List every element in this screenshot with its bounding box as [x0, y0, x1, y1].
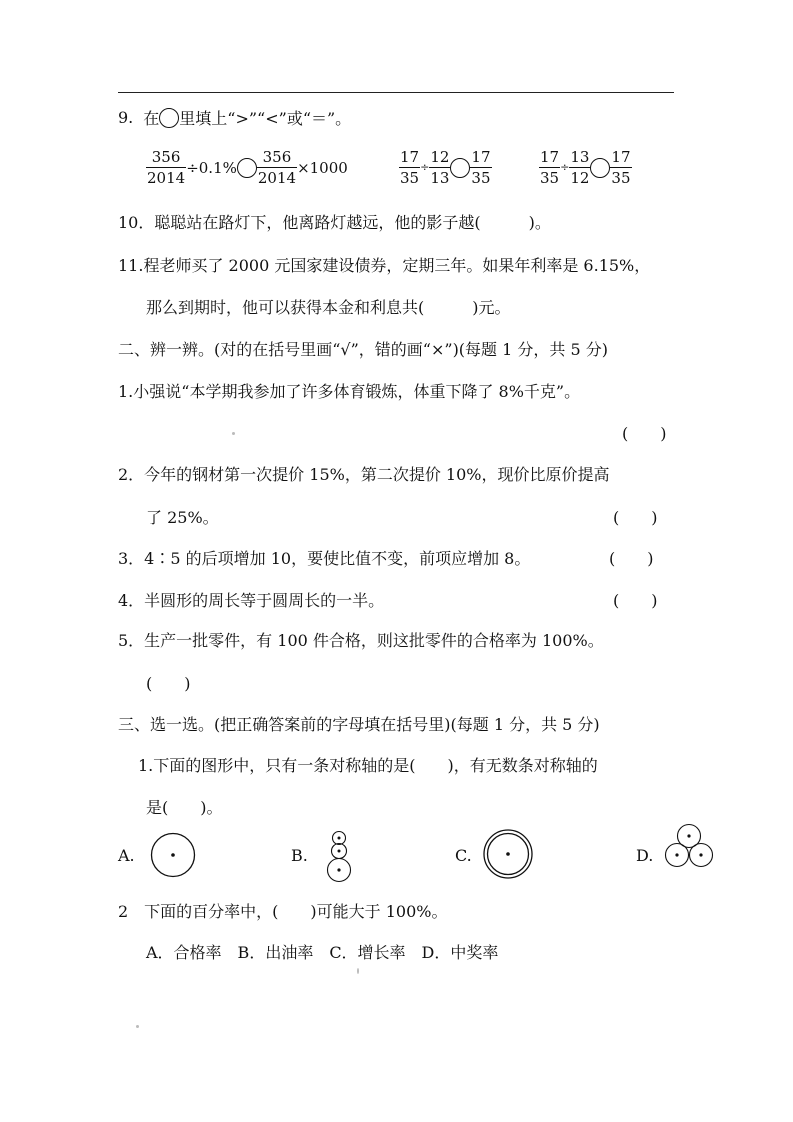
answer-paren[interactable]: ( )	[613, 508, 658, 527]
operator: ×1000	[297, 158, 348, 177]
q9-line	[118, 106, 351, 129]
q11-line-2: 那么到期时，他可以获得本金和利息共( )元。	[146, 298, 511, 317]
answer-paren[interactable]: ( )	[613, 591, 658, 610]
answer-paren[interactable]: ( )	[609, 549, 654, 568]
q9-expr-3[interactable]	[539, 147, 632, 188]
s2-item-1: 1.小强说“本学期我参加了许多体育锻炼，体重下降了 8%千克”。	[118, 382, 581, 401]
fraction: $\frac{17}{35}$	[611, 148, 631, 187]
answer-circle-icon[interactable]	[590, 158, 610, 178]
fraction: $\frac{12}{13}$	[430, 148, 450, 187]
q10: 10．聪聪站在路灯下，他离路灯越远，他的影子越( )。	[118, 213, 551, 232]
q9-label: 9.	[118, 108, 134, 127]
option-b-label[interactable]: B.	[291, 846, 308, 865]
s2-item-2-line-2: 了 25%。	[146, 508, 219, 527]
concentric-circles-figure-icon[interactable]	[483, 829, 533, 879]
operator: ÷	[560, 161, 570, 174]
s3-item-2: 2 下面的百分率中，( )可能大于 100%。	[118, 902, 448, 921]
scan-speck	[357, 968, 359, 974]
s3-item-1-line-1: 1.下面的图形中，只有一条对称轴的是( )，有无数条对称轴的	[138, 756, 598, 775]
q9-text-b: 里填上“>”“<”或“＝”。	[179, 109, 352, 128]
three-circles-figure-icon[interactable]	[664, 823, 714, 869]
fraction: $\frac{13}{12}$	[570, 148, 590, 187]
q9-expr-2[interactable]	[399, 147, 492, 188]
scan-speck	[232, 432, 235, 435]
stacked-circles-figure-icon[interactable]	[325, 828, 355, 884]
compare-circle-icon	[159, 108, 179, 128]
section-3-heading: 三、选一选。(把正确答案前的字母填在括号里)(每题 1 分，共 5 分)	[118, 715, 600, 734]
q9-expr-1[interactable]	[146, 147, 348, 188]
q9-text-a: 在	[143, 109, 160, 128]
s2-item-2-line-1: 2．今年的钢材第一次提价 15%，第二次提价 10%，现价比原价提高	[118, 465, 610, 484]
section-2-heading: 二、辨一辨。(对的在括号里画“√”，错的画“×”)(每题 1 分，共 5 分)	[118, 340, 608, 359]
operator: ÷	[420, 161, 430, 174]
header-rule	[118, 92, 674, 93]
s2-item-3: 3．4∶5 的后项增加 10，要使比值不变，前项应增加 8。	[118, 549, 531, 568]
s2-item-5: 5．生产一批零件，有 100 件合格，则这批零件的合格率为 100%。	[118, 631, 604, 650]
q11-line-1: 11.程老师买了 2000 元国家建设债券，定期三年。如果年利率是 6.15%，	[118, 256, 651, 275]
answer-circle-icon[interactable]	[237, 158, 257, 178]
s2-item-4: 4．半圆形的周长等于圆周长的一半。	[118, 591, 385, 610]
fraction: $\frac{356}{2014}$	[147, 148, 186, 187]
answer-paren[interactable]: ( )	[622, 424, 667, 443]
answer-circle-icon[interactable]	[450, 158, 470, 178]
option-d-label[interactable]: D.	[636, 846, 654, 865]
fraction: $\frac{17}{35}$	[540, 148, 560, 187]
s3-item-2-options[interactable]: A．合格率 B．出油率 C．增长率 D．中奖率	[146, 943, 499, 962]
s3-item-1-line-2: 是( )。	[146, 798, 223, 817]
option-a-label[interactable]: A.	[118, 846, 135, 865]
operator: ÷0.1%	[186, 158, 237, 177]
scan-speck	[136, 1025, 139, 1028]
fraction: $\frac{356}{2014}$	[257, 148, 297, 187]
answer-paren[interactable]: ( )	[146, 674, 191, 693]
fraction: $\frac{17}{35}$	[400, 148, 420, 187]
single-circle-figure-icon[interactable]	[150, 832, 196, 878]
fraction: $\frac{17}{35}$	[471, 148, 491, 187]
option-c-label[interactable]: C.	[455, 846, 472, 865]
